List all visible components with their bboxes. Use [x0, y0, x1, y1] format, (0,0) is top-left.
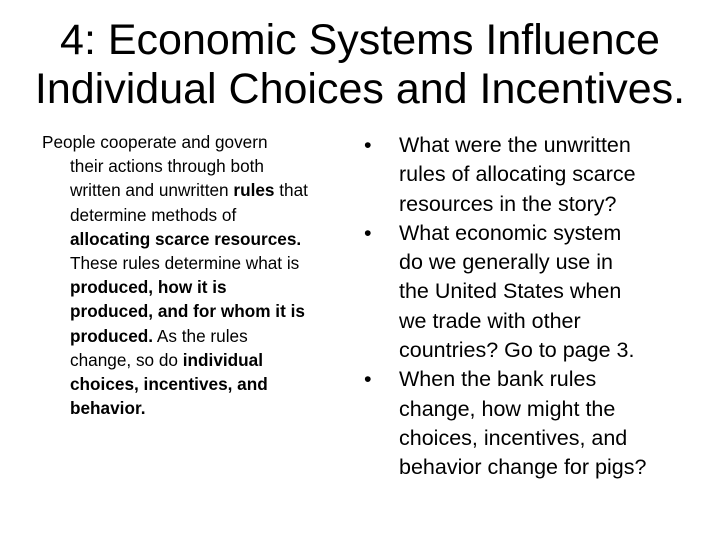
question-text [399, 131, 704, 219]
bold-text: allocating scarce resources. [70, 228, 302, 249]
question-line: countries? Go to page 3. [399, 338, 635, 363]
paragraph-line [42, 251, 352, 275]
paragraph-text: People cooperate and govern [42, 132, 268, 152]
question-line: When the bank rules [399, 367, 597, 392]
bullet-icon: • [364, 367, 372, 392]
question-line: choices, incentives, and [399, 425, 628, 450]
left-paragraph [42, 130, 352, 420]
bold-text: produced, and for whom it is [70, 301, 305, 322]
bold-text: rules [233, 180, 275, 201]
question-line: behavior change for pigs? [399, 455, 647, 480]
question-text [399, 219, 704, 365]
bold-text: produced, how it is [70, 277, 227, 298]
question-item [364, 219, 704, 365]
paragraph-line [42, 203, 352, 227]
question-line: we trade with other [399, 308, 581, 333]
paragraph-line [42, 348, 352, 372]
bold-text: choices, incentives, and [70, 374, 268, 395]
paragraph-line [42, 372, 352, 396]
question-line: What were the unwritten [399, 133, 631, 157]
paragraph-line [42, 154, 352, 178]
bullet-icon: • [364, 133, 372, 157]
question-line: the United States when [399, 279, 622, 304]
question-line: resources in the story? [399, 191, 617, 216]
paragraph-text: their actions through both [70, 156, 264, 177]
paragraph-text: change, so do [70, 349, 183, 370]
question-list [364, 131, 704, 483]
paragraph-line [42, 178, 352, 202]
paragraph-line [42, 396, 352, 420]
paragraph-text: determine methods of [70, 204, 237, 225]
bold-text: produced. [70, 325, 154, 346]
question-line: What economic system [399, 220, 622, 245]
slide-title-line-1: 4: Economic Systems Influence [60, 16, 660, 64]
bold-text: behavior. [70, 398, 146, 419]
bullet-icon: • [364, 220, 372, 245]
paragraph-line [42, 299, 352, 323]
paragraph-line [42, 275, 352, 299]
paragraph-text: that [274, 180, 308, 201]
paragraph-line [42, 227, 352, 251]
paragraph-line [42, 130, 352, 154]
paragraph-line [42, 324, 352, 348]
question-item [364, 131, 704, 219]
slide-title-line-2: Individual Choices and Incentives. [34, 65, 686, 113]
question-line: change, how might the [399, 396, 616, 421]
slide-title [0, 16, 720, 114]
question-line: do we generally use in [399, 250, 613, 275]
paragraph-text: These rules determine what is [70, 253, 300, 274]
question-text [399, 365, 704, 482]
question-line: rules of allocating scarce [399, 162, 636, 187]
question-item [364, 365, 704, 482]
paragraph-text: written and unwritten [70, 180, 234, 201]
bold-text: individual [182, 349, 263, 370]
paragraph-text: As the rules [153, 325, 248, 346]
